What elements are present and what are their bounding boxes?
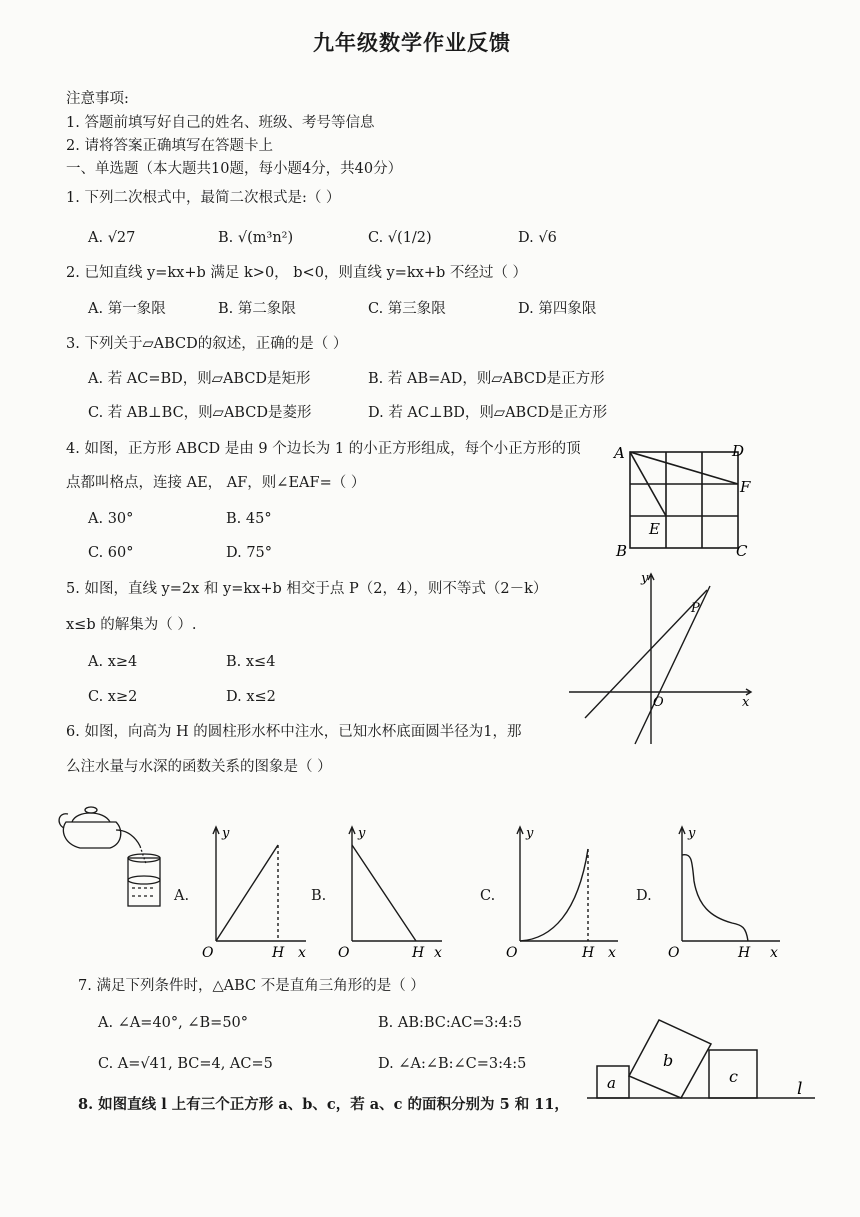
- question-5-stem-cont: x≤b 的解集为（ ）.: [66, 617, 197, 633]
- q6a-axis-o: O: [202, 945, 214, 961]
- q4-label-b: B: [616, 542, 628, 560]
- q4-option-b: B. 45°: [226, 511, 272, 527]
- page-title: 九年级数学作业反馈: [313, 31, 511, 55]
- q1-option-c: C. √(1/2): [368, 230, 432, 246]
- q3-option-b: B. 若 AB=AD，则▱ABCD是正方形: [368, 371, 605, 387]
- q7-option-b: B. AB:BC:AC=3:4:5: [378, 1015, 522, 1031]
- q4-option-c: C. 60°: [88, 545, 134, 561]
- q6c-axis-o: O: [506, 945, 518, 961]
- q6d-axis-y: y: [688, 826, 696, 841]
- q4-option-d: D. 75°: [226, 545, 273, 561]
- q8-squares-figure: [585, 1010, 820, 1105]
- q5-label-y: y: [641, 571, 649, 586]
- q5-label-x: x: [742, 695, 750, 710]
- q2-option-d: D. 第四象限: [518, 301, 597, 317]
- section-heading: 一、单选题（本大题共10题，每小题4分，共40分）: [66, 161, 403, 177]
- q8-label-a: a: [607, 1074, 616, 1092]
- q8-label-b: b: [663, 1051, 674, 1070]
- q5-option-d: D. x≤2: [226, 689, 276, 705]
- q6c-axis-x: x: [608, 945, 616, 961]
- question-6-stem-cont: 么注水量与水深的函数关系的图象是（ ）: [66, 759, 332, 775]
- q6d-axis-x: x: [770, 945, 778, 961]
- q7-option-c: C. A=√41, BC=4, AC=5: [98, 1056, 273, 1072]
- q6-graph-d: [662, 823, 787, 965]
- q4-option-a: A. 30°: [88, 511, 134, 527]
- q6-graph-b: [332, 823, 450, 965]
- q6d-axis-h: H: [738, 945, 751, 961]
- q6a-axis-h: H: [272, 945, 285, 961]
- q6b-axis-o: O: [338, 945, 350, 961]
- q8-label-l: l: [797, 1079, 803, 1099]
- q6b-axis-h: H: [412, 945, 425, 961]
- q1-option-d: D. √6: [518, 230, 557, 246]
- q5-label-o: O: [653, 695, 664, 710]
- q5-option-b: B. x≤4: [226, 654, 276, 670]
- question-4-stem: 4. 如图，正方形 ABCD 是由 9 个边长为 1 的小正方形组成，每个小正方形的顶: [66, 441, 581, 457]
- q3-option-c: C. 若 AB⊥BC，则▱ABCD是菱形: [88, 405, 312, 421]
- q3-option-d: D. 若 AC⊥BD，则▱ABCD是正方形: [368, 405, 608, 421]
- q1-option-a: A. √27: [88, 230, 136, 246]
- q6a-axis-y: y: [222, 826, 230, 841]
- q6-option-d: D.: [636, 888, 652, 904]
- notes-heading: 注意事项:: [66, 91, 129, 107]
- q6b-axis-x: x: [434, 945, 442, 961]
- note-item: 1. 答题前填写好自己的姓名、班级、考号等信息: [66, 115, 375, 131]
- q6-option-b: B.: [311, 888, 327, 904]
- q5-lines-figure: [565, 568, 760, 748]
- q5-label-p: P: [691, 601, 700, 616]
- q6b-axis-y: y: [358, 826, 366, 841]
- q4-label-d: D: [732, 442, 745, 460]
- q4-label-c: C: [736, 542, 748, 560]
- q8-label-c: c: [729, 1067, 738, 1086]
- q5-option-c: C. x≥2: [88, 689, 138, 705]
- q2-option-b: B. 第二象限: [218, 301, 296, 317]
- q4-label-a: A: [614, 444, 625, 462]
- question-3-stem: 3. 下列关于▱ABCD的叙述，正确的是（ ）: [66, 336, 348, 352]
- question-6-stem: 6. 如图，向高为 H 的圆柱形水杯中注水，已知水杯底面圆半径为1，那: [66, 724, 522, 740]
- q4-grid-figure: [612, 440, 762, 565]
- q3-option-a: A. 若 AC=BD，则▱ABCD是矩形: [88, 371, 311, 387]
- note-item: 2. 请将答案正确填写在答题卡上: [66, 138, 273, 154]
- q2-option-a: A. 第一象限: [88, 301, 166, 317]
- q5-option-a: A. x≥4: [88, 654, 138, 670]
- question-2-stem: 2. 已知直线 y=kx+b 满足 k>0， b<0，则直线 y=kx+b 不经过（ ）: [66, 265, 527, 281]
- q6-graph-c: [500, 823, 625, 965]
- q7-option-d: D. ∠A:∠B:∠C=3:4:5: [378, 1056, 527, 1072]
- q2-option-c: C. 第三象限: [368, 301, 446, 317]
- q6c-axis-y: y: [526, 826, 534, 841]
- question-8-stem: 8. 如图直线 l 上有三个正方形 a、b、c，若 a、c 的面积分别为 5 和 11，: [78, 1096, 569, 1113]
- q6d-axis-o: O: [668, 945, 680, 961]
- q4-label-f: F: [740, 478, 751, 496]
- q7-option-a: A. ∠A=40°, ∠B=50°: [98, 1015, 249, 1031]
- q6-option-a: A.: [174, 888, 190, 904]
- q6-graph-a: [196, 823, 314, 965]
- question-4-stem-cont: 点都叫格点，连接 AE， AF，则∠EAF=（ ）: [66, 475, 366, 491]
- q4-label-e: E: [649, 520, 660, 538]
- question-1-stem: 1. 下列二次根式中，最简二次根式是:（ ）: [66, 190, 341, 206]
- teapot-cup-icon: [58, 800, 168, 915]
- q6-option-c: C.: [480, 888, 496, 904]
- q1-option-b: B. √(m³n²): [218, 230, 294, 246]
- question-7-stem: 7. 满足下列条件时，△ABC 不是直角三角形的是（ ）: [78, 978, 425, 994]
- question-5-stem: 5. 如图，直线 y=2x 和 y=kx+b 相交于点 P（2，4），则不等式（2－k）: [66, 581, 548, 597]
- q6a-axis-x: x: [298, 945, 306, 961]
- q6c-axis-h: H: [582, 945, 595, 961]
